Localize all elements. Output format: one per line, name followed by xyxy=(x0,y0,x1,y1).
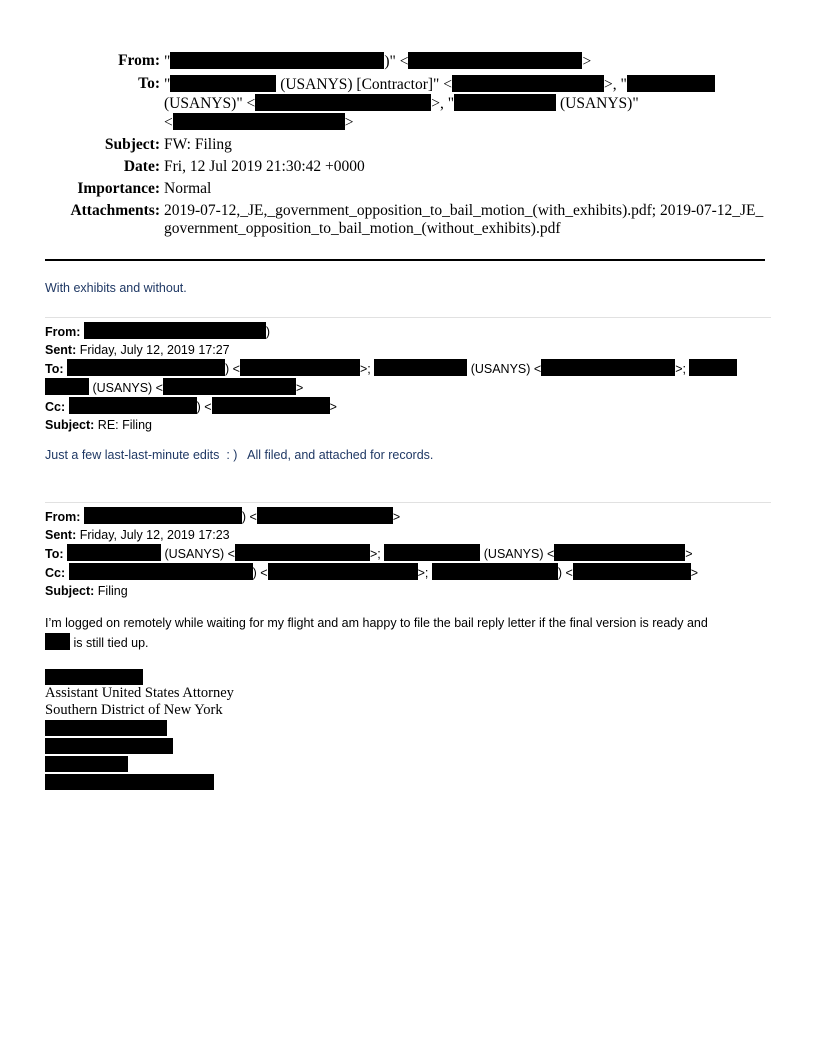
to-text: > xyxy=(685,547,693,561)
to-text: > xyxy=(344,114,354,131)
redaction xyxy=(573,563,691,580)
to-text: (USANYS)" xyxy=(556,95,639,112)
to-text: >, " xyxy=(603,76,627,93)
redaction xyxy=(212,397,330,414)
redaction xyxy=(163,378,296,395)
redaction xyxy=(454,94,556,111)
redaction xyxy=(173,113,345,130)
to-text: >, " xyxy=(431,95,455,112)
to-label: To: xyxy=(45,547,64,561)
importance-value: Normal xyxy=(164,180,212,197)
from-label: From: xyxy=(45,325,81,339)
from-text: )" < xyxy=(384,53,409,70)
redaction xyxy=(255,94,431,111)
body-text: I’m logged on remotely while waiting for my flight and am happy to file the bail reply letter if the final version is ready and xyxy=(45,616,708,630)
quoted-subject-line xyxy=(45,582,771,600)
quoted-sent-line xyxy=(45,526,771,544)
redaction xyxy=(374,359,467,376)
to-text: (USANYS) < xyxy=(483,547,555,561)
header-date-row xyxy=(40,158,770,176)
quoted-message-2 xyxy=(45,507,771,600)
redaction xyxy=(689,359,737,376)
to-text: ) < xyxy=(225,362,240,376)
redaction xyxy=(432,563,558,580)
sent-value: Friday, July 12, 2019 17:27 xyxy=(79,343,230,357)
redaction xyxy=(384,544,480,561)
subject-value: Filing xyxy=(97,584,128,598)
to-text: < xyxy=(164,114,173,131)
subject-value: FW: Filing xyxy=(164,136,232,153)
to-text: >; xyxy=(359,362,371,376)
importance-label: Importance: xyxy=(77,180,160,197)
cc-label: Cc: xyxy=(45,566,66,580)
quote-divider xyxy=(45,502,771,503)
from-quote: " xyxy=(164,53,171,70)
redaction xyxy=(452,75,604,92)
redaction xyxy=(69,563,253,580)
quoted-from-line xyxy=(45,507,771,526)
sent-label: Sent: xyxy=(45,343,77,357)
header-to-row xyxy=(40,75,770,132)
redaction xyxy=(67,359,225,376)
quoted-message-1 xyxy=(45,322,771,434)
redaction xyxy=(235,544,370,561)
from-text: ) xyxy=(265,325,271,339)
sent-value: Friday, July 12, 2019 17:23 xyxy=(79,528,230,542)
to-label: To: xyxy=(138,75,160,92)
from-text: > xyxy=(392,510,401,524)
quoted-to-line xyxy=(45,544,771,563)
redaction xyxy=(45,720,167,736)
to-text: >; xyxy=(370,547,381,561)
quoted-to-line-cont xyxy=(45,378,771,397)
sent-label: Sent: xyxy=(45,528,77,542)
from-label: From: xyxy=(45,510,81,524)
header-subject-row xyxy=(40,136,770,154)
redaction xyxy=(627,75,715,92)
signature-block xyxy=(45,669,234,790)
attachments-label: Attachments: xyxy=(70,202,160,219)
date-label: Date: xyxy=(123,158,160,175)
message-body: With exhibits and without. xyxy=(45,281,187,295)
cc-text: ) < xyxy=(196,400,212,414)
redaction xyxy=(84,507,242,524)
quoted-to-line xyxy=(45,359,771,378)
redaction xyxy=(257,507,393,524)
to-text: >; xyxy=(675,362,686,376)
redaction xyxy=(554,544,685,561)
subject-value: RE: Filing xyxy=(97,418,152,432)
cc-label: Cc: xyxy=(45,400,66,414)
subject-label: Subject: xyxy=(45,418,95,432)
quoted-sent-line xyxy=(45,341,771,359)
redaction xyxy=(45,669,143,685)
to-label: To: xyxy=(45,362,64,376)
body-text: is still tied up. xyxy=(73,636,149,650)
quoted-subject-line xyxy=(45,416,771,434)
cc-text: ) < xyxy=(557,566,573,580)
header-importance-row xyxy=(40,180,770,198)
from-text-end: > xyxy=(582,53,592,70)
message-body: Just a few last-last-minute edits : ) All filed, and attached for records. xyxy=(45,448,434,462)
to-text: (USANYS) < xyxy=(164,547,235,561)
redaction xyxy=(67,544,161,561)
to-text: (USANYS) < xyxy=(470,362,542,376)
from-text: ) < xyxy=(241,510,257,524)
quote-divider xyxy=(45,317,771,318)
quoted-from-line xyxy=(45,322,771,341)
cc-text: >; xyxy=(417,566,429,580)
quoted-cc-line xyxy=(45,563,771,582)
to-text: (USANYS)" < xyxy=(164,95,256,112)
subject-label: Subject: xyxy=(104,136,160,153)
redaction xyxy=(541,359,675,376)
redaction xyxy=(69,397,197,414)
redaction xyxy=(45,756,128,772)
redaction xyxy=(170,52,384,69)
redaction xyxy=(170,75,276,92)
subject-label: Subject: xyxy=(45,584,95,598)
to-text: > xyxy=(296,381,304,395)
header-divider xyxy=(45,259,765,261)
redaction xyxy=(240,359,360,376)
redaction xyxy=(408,52,582,69)
header-from-row xyxy=(40,52,770,71)
redaction xyxy=(45,774,214,790)
cc-text: ) < xyxy=(252,566,268,580)
date-value: Fri, 12 Jul 2019 21:30:42 +0000 xyxy=(164,158,365,175)
redaction xyxy=(268,563,418,580)
quoted-cc-line xyxy=(45,397,771,416)
redaction xyxy=(45,378,89,395)
cc-text: > xyxy=(690,566,699,580)
to-text: (USANYS) < xyxy=(92,381,163,395)
from-label: From: xyxy=(118,52,160,69)
signature-office: Southern District of New York xyxy=(45,702,223,718)
redaction xyxy=(84,322,266,339)
attachments-value[interactable]: 2019-07-12,_JE,_government_opposition_to_bail_motion_(with_exhibits).pdf; 2019-07-12_JE_government_opposition_to_bail_motion_(without_exhibits).pdf xyxy=(164,202,764,237)
email-header xyxy=(40,52,770,242)
signature-title: Assistant United States Attorney xyxy=(45,685,234,701)
to-quote: " xyxy=(164,76,171,93)
cc-text: > xyxy=(329,400,337,414)
to-text: (USANYS) [Contractor]" < xyxy=(276,76,452,93)
message-body xyxy=(45,614,775,653)
redaction xyxy=(45,633,70,650)
redaction xyxy=(45,738,173,754)
header-attachments-row xyxy=(40,202,770,238)
